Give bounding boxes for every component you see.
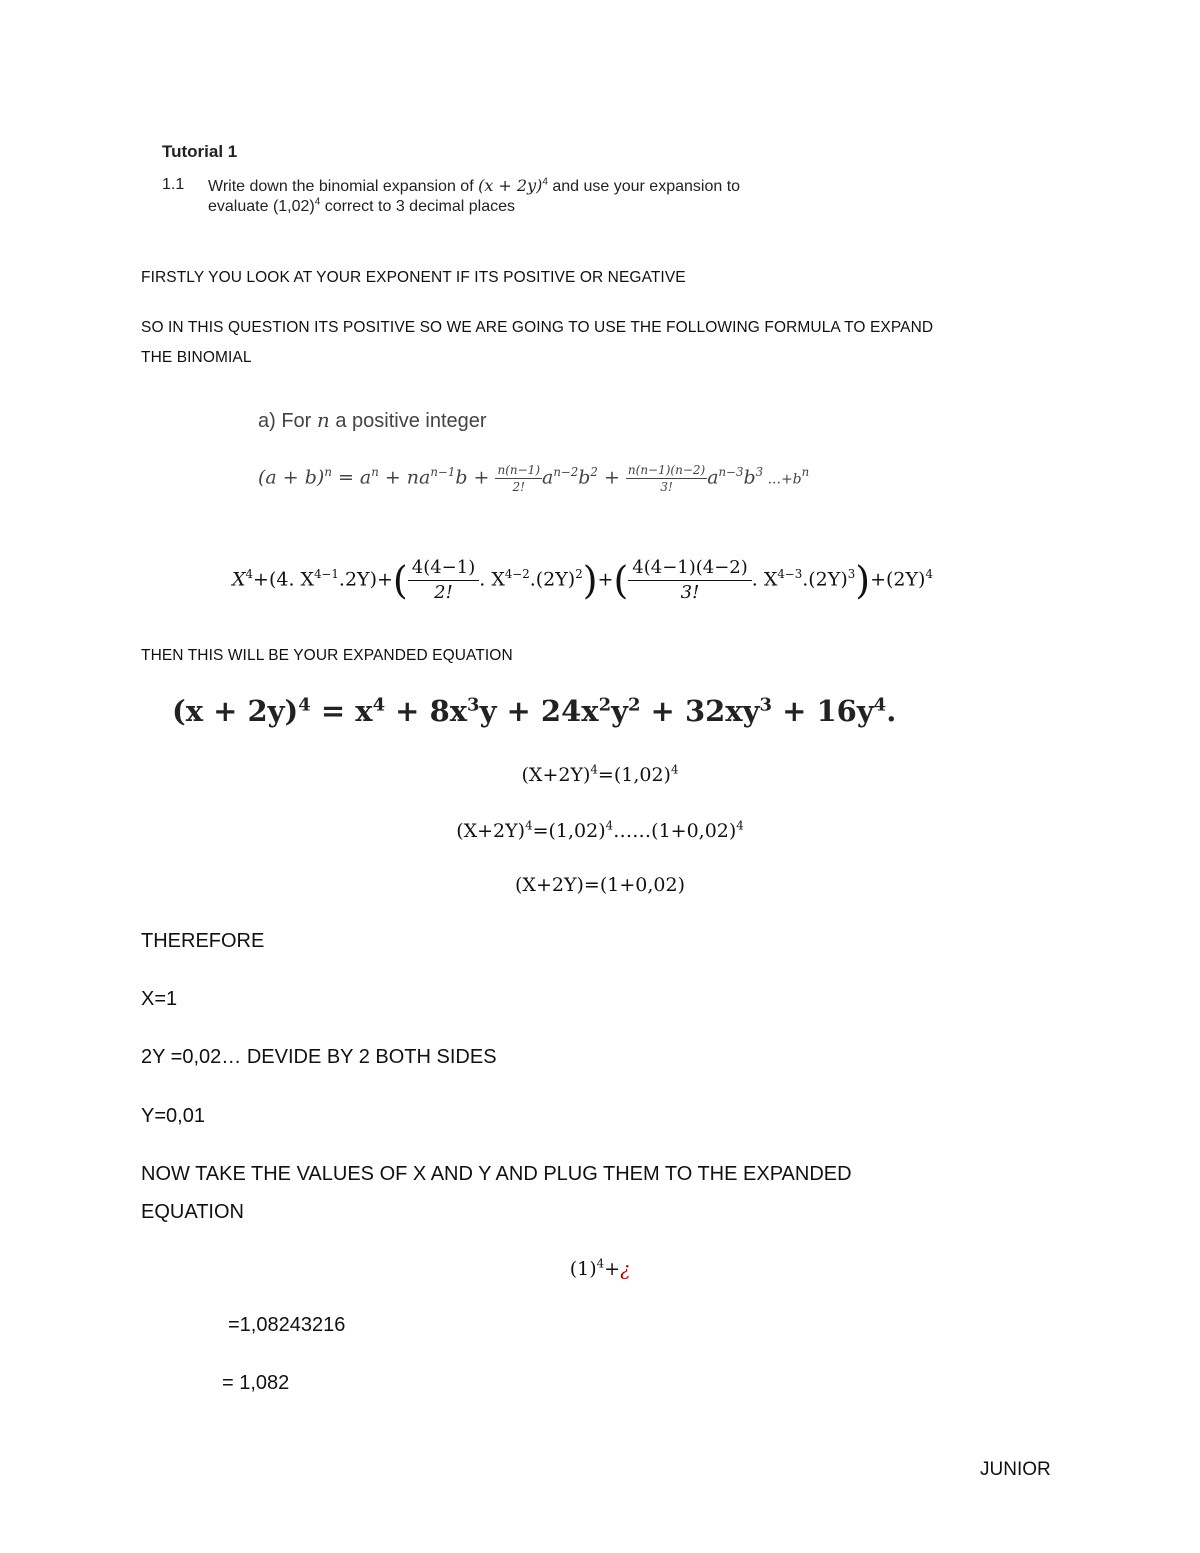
formula-heading-b: a positive integer bbox=[329, 410, 487, 432]
formula-t2-exp: n−1 bbox=[430, 465, 456, 480]
question-line-1 bbox=[208, 176, 740, 196]
eq1-a: (X+2Y) bbox=[521, 764, 591, 786]
sub-p4-exp: 4−2 bbox=[504, 567, 530, 582]
sub-p2: +(4. X bbox=[253, 568, 315, 591]
exp-a: (x + 2y) bbox=[172, 694, 299, 728]
footer-author: JUNIOR bbox=[980, 1459, 1051, 1480]
question-text-a: Write down the binomial expansion of bbox=[208, 178, 479, 195]
formula-t4: a bbox=[707, 466, 719, 489]
formula-t2-b: b + bbox=[455, 466, 496, 489]
formula-frac1-den: 2! bbox=[512, 480, 525, 494]
formula-fraction-2 bbox=[626, 462, 707, 495]
result-1: =1,08243216 bbox=[228, 1314, 346, 1336]
sub-p7-exp: 4−3 bbox=[777, 567, 803, 582]
sub-brace-open-2: ( bbox=[613, 558, 629, 603]
plug-c: ¿ bbox=[620, 1258, 631, 1280]
sub-p1-exp: 4 bbox=[245, 567, 254, 582]
formula-t4-bexp: 3 bbox=[755, 465, 764, 480]
exp-e: y bbox=[611, 694, 628, 728]
question-text-d: correct to 3 decimal places bbox=[320, 198, 515, 215]
now-line-2: EQUATION bbox=[141, 1201, 244, 1223]
formula-frac2-den: 3! bbox=[660, 480, 673, 494]
sub-p1: X bbox=[232, 568, 246, 591]
formula-tail: ...+b bbox=[763, 471, 802, 488]
result-2: = 1,082 bbox=[222, 1372, 290, 1394]
now-line-1: NOW TAKE THE VALUES OF X AND Y AND PLUG THEM TO THE EXPANDED bbox=[141, 1163, 852, 1185]
sub-p3: .2Y)+ bbox=[338, 568, 393, 591]
exp-e-exp: 2 bbox=[627, 694, 641, 716]
question-text-c: evaluate bbox=[208, 198, 273, 215]
tutorial-title: Tutorial 1 bbox=[162, 142, 238, 161]
sub-p4: . X bbox=[479, 568, 505, 591]
exp-d: y + 24x bbox=[479, 694, 599, 728]
therefore-text: THEREFORE bbox=[141, 930, 265, 952]
formula-t1: = a bbox=[331, 466, 372, 489]
exp-h: . bbox=[886, 694, 897, 728]
intro-line-1: FIRSTLY YOU LOOK AT YOUR EXPONENT IF ITS POSITIVE OR NEGATIVE bbox=[141, 269, 686, 286]
eq2-c: ……(1+0,02) bbox=[613, 820, 737, 842]
formula-fraction-1 bbox=[495, 462, 542, 495]
formula-heading-a: a) For bbox=[258, 410, 317, 432]
sub-p5-exp: 2 bbox=[575, 567, 583, 582]
formula-heading bbox=[258, 408, 487, 433]
question-value: (1,02) bbox=[272, 198, 315, 215]
sub-fraction-1 bbox=[408, 556, 479, 605]
equation-2 bbox=[0, 820, 1200, 842]
question-text-b: and use your expansion to bbox=[547, 178, 741, 195]
sub-p9: +(2Y) bbox=[870, 568, 926, 591]
question-expression: (x + 2y) bbox=[478, 176, 543, 195]
exp-f-exp: 3 bbox=[759, 694, 772, 716]
eq2-exp3: 4 bbox=[736, 818, 744, 833]
formula-t3: a bbox=[542, 466, 554, 489]
intro-line-2: SO IN THIS QUESTION ITS POSITIVE SO WE ARE GOING TO USE THE FOLLOWING FORMULA TO EXPAND bbox=[141, 319, 934, 336]
eq2-exp1: 4 bbox=[525, 818, 533, 833]
exp-c-exp: 3 bbox=[467, 694, 480, 716]
sub-p5: .(2Y) bbox=[529, 568, 576, 591]
exp-a-exp: 4 bbox=[298, 694, 311, 716]
eq1-exp2: 4 bbox=[670, 762, 679, 777]
plug-b: + bbox=[604, 1258, 621, 1280]
eq2-a: (X+2Y) bbox=[456, 820, 526, 842]
intro-line-3: THE BINOMIAL bbox=[141, 349, 252, 366]
formula-heading-n: n bbox=[316, 408, 330, 432]
sub-p8-exp: 3 bbox=[847, 567, 856, 582]
exp-d-exp: 2 bbox=[598, 694, 612, 716]
question-number: 1.1 bbox=[162, 176, 185, 193]
sub-p7: . X bbox=[751, 568, 778, 591]
plug-a-exp: 4 bbox=[596, 1256, 605, 1271]
sub-frac2-num: 4(4−1)(4−2) bbox=[628, 556, 752, 581]
binomial-formula bbox=[258, 462, 809, 495]
sub-brace-close-1: ) bbox=[582, 558, 598, 603]
exp-f: + 32xy bbox=[640, 694, 760, 728]
exp-b: = x bbox=[310, 694, 373, 728]
exp-b-exp: 4 bbox=[372, 694, 386, 716]
question-value-exponent: 4 bbox=[314, 196, 321, 208]
plug-a: (1) bbox=[569, 1258, 597, 1280]
sub-frac2-den: 3! bbox=[680, 582, 700, 603]
substituted-expansion bbox=[232, 556, 933, 605]
x-value: X=1 bbox=[141, 988, 178, 1010]
plug-equation bbox=[0, 1258, 1200, 1280]
question-exponent: 4 bbox=[542, 176, 548, 188]
formula-plus: + bbox=[597, 466, 626, 489]
then-text: THEN THIS WILL BE YOUR EXPANDED EQUATION bbox=[141, 647, 513, 664]
sub-brace-open-1: ( bbox=[392, 558, 408, 603]
expanded-equation bbox=[172, 694, 896, 728]
sub-p2-exp: 4−1 bbox=[314, 567, 339, 582]
formula-lhs-exp: n bbox=[324, 465, 332, 480]
sub-frac1-num: 4(4−1) bbox=[408, 556, 479, 581]
formula-t2: + na bbox=[378, 466, 431, 489]
eq2-b: =(1,02) bbox=[532, 820, 606, 842]
formula-lhs: (a + b) bbox=[258, 466, 325, 489]
sub-brace-close-2: ) bbox=[855, 558, 871, 603]
formula-frac2-num: n(n−1)(n−2) bbox=[627, 463, 706, 477]
formula-t3-exp: n−2 bbox=[553, 465, 579, 480]
eq1-exp1: 4 bbox=[590, 762, 598, 777]
sub-p9-exp: 4 bbox=[925, 567, 933, 582]
formula-t3-bexp: 2 bbox=[590, 465, 598, 480]
equation-1 bbox=[0, 764, 1200, 786]
2y-line: 2Y =0,02… DEVIDE BY 2 BOTH SIDES bbox=[141, 1046, 497, 1068]
eq1-b: =(1,02) bbox=[597, 764, 671, 786]
formula-tail-exp: n bbox=[801, 465, 810, 480]
sub-p8: .(2Y) bbox=[802, 568, 848, 591]
y-value: Y=0,01 bbox=[141, 1105, 205, 1127]
sub-fraction-2 bbox=[628, 556, 752, 605]
formula-frac1-num: n(n−1) bbox=[497, 463, 540, 477]
question-line-2 bbox=[208, 198, 515, 216]
formula-t4-exp: n−3 bbox=[718, 465, 744, 480]
exp-g: + 16y bbox=[771, 694, 874, 728]
formula-t1-exp: n bbox=[371, 465, 379, 480]
formula-t4-b: b bbox=[743, 466, 756, 489]
formula-t3-b: b bbox=[578, 466, 591, 489]
eq2-exp2: 4 bbox=[605, 818, 614, 833]
sub-p6: + bbox=[597, 568, 614, 591]
equation-3: (X+2Y)=(1+0,02) bbox=[515, 874, 685, 896]
sub-frac1-den: 2! bbox=[434, 582, 453, 603]
exp-c: + 8x bbox=[385, 694, 468, 728]
exp-g-exp: 4 bbox=[873, 694, 887, 716]
